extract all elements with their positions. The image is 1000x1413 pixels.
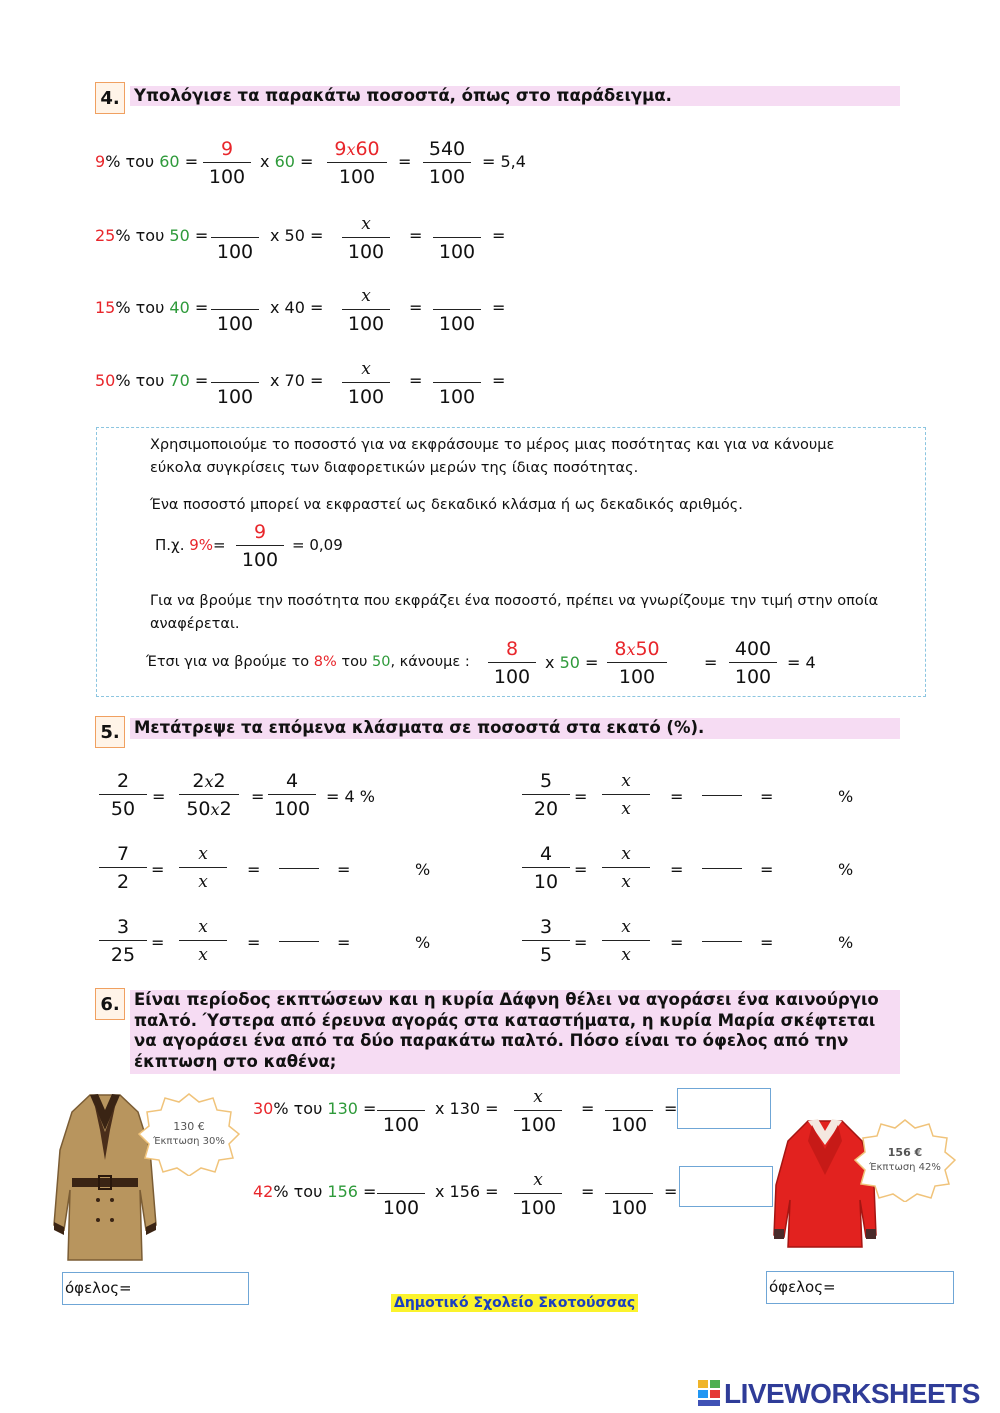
equals: = <box>760 860 774 879</box>
q4-row-fraction-2: x 100 <box>340 283 392 338</box>
q5-example-fraction: 2 50 <box>97 768 149 823</box>
info-fraction-1: 8 100 <box>486 636 538 691</box>
equals: = <box>581 1182 595 1201</box>
answer-box-1[interactable] <box>677 1088 771 1129</box>
equals: = <box>337 860 351 879</box>
percent-sign: % <box>415 860 431 879</box>
info-paragraph-4: Έτσι για να βρούμε το 8% του 50, κάνουμε : <box>146 654 470 670</box>
q5-example-result: = 4 % <box>326 787 375 806</box>
price-2: 156 € <box>887 1146 923 1159</box>
equals: = <box>664 1099 678 1118</box>
q5-blank-line <box>279 941 319 942</box>
question-4-number: 4. <box>95 82 125 114</box>
q5-fraction: 5 20 <box>520 768 572 823</box>
question-5-number: 5. <box>95 716 125 748</box>
q4-row-fraction-3: 100 <box>431 356 483 411</box>
equals: = <box>670 787 684 806</box>
starburst-icon <box>853 1118 957 1202</box>
equals: = <box>574 860 588 879</box>
q5-x-fraction: x x <box>177 841 229 896</box>
q4-row-expression: 15% του 40 = <box>95 298 209 317</box>
q5-blank-line <box>702 795 742 796</box>
example-fraction-1: 9 100 <box>201 136 253 191</box>
q6-row-fraction-1: 100 <box>375 1084 427 1139</box>
q5-fraction: 4 10 <box>520 841 572 896</box>
equals: = <box>398 152 412 171</box>
q5-x-fraction: x x <box>600 841 652 896</box>
equals: = <box>574 933 588 952</box>
info-paragraph-1: Χρησιμοποιούμε το ποσοστό για να εκφράσουμε το μέρος μιας ποσότητας και για να κάνουμε εύκολα συγκρίσεις των διαφορετικών μερών της ίδιας ποσότητας. <box>150 437 835 476</box>
q6-row-fraction-2: x 100 <box>512 1167 564 1222</box>
info-example: Π.χ. 9%= <box>155 536 226 554</box>
equals: = <box>247 860 261 879</box>
example-times: x 60 = <box>260 152 314 171</box>
equals: = <box>492 298 506 317</box>
starburst-icon <box>137 1092 241 1176</box>
q5-blank-line <box>279 868 319 869</box>
q5-fraction: 3 5 <box>520 914 572 969</box>
info-example-result: = 0,09 <box>292 536 343 554</box>
q6-row-fraction-2: x 100 <box>512 1084 564 1139</box>
q6-row-fraction-3: 100 <box>603 1084 655 1139</box>
equals: = <box>760 933 774 952</box>
q4-row-expression: 50% του 70 = <box>95 371 209 390</box>
q5-x-fraction: x x <box>177 914 229 969</box>
percent-sign: % <box>838 933 854 952</box>
example-base: 60 <box>159 152 180 171</box>
equals: = <box>179 152 199 171</box>
q4-row-times: x 40 = <box>270 298 324 317</box>
discount-1: Έκπτωση 30% <box>153 1136 225 1147</box>
q5-fraction: 7 2 <box>97 841 149 896</box>
equals: = <box>492 371 506 390</box>
question-5-title: Μετάτρεψε τα επόμενα κλάσματα σε ποσοστά στα εκατό (%). <box>130 718 900 739</box>
q5-x-fraction: x x <box>600 914 652 969</box>
q6-row-fraction-3: 100 <box>603 1167 655 1222</box>
equals: = <box>581 1099 595 1118</box>
equals: = <box>151 860 165 879</box>
info-fraction-2: 8x50 100 <box>605 636 669 691</box>
q4-row-fraction-1: 100 <box>209 211 261 266</box>
q4-row-fraction-2: x 100 <box>340 211 392 266</box>
equals: = <box>409 226 423 245</box>
percent-sign: % <box>415 933 431 952</box>
info-times: x 50 = <box>545 653 599 672</box>
equals: = <box>492 226 506 245</box>
benefit-field-1[interactable] <box>62 1272 249 1305</box>
q4-row-times: x 70 = <box>270 371 324 390</box>
q4-row-fraction-1: 100 <box>209 283 261 338</box>
q4-row-fraction-2: x 100 <box>340 356 392 411</box>
q5-blank-line <box>702 941 742 942</box>
example-fraction-3: 540 100 <box>421 136 473 191</box>
equals: = <box>704 653 718 672</box>
equals: = <box>670 933 684 952</box>
percent-sign: % <box>838 860 854 879</box>
pct-sign: % <box>105 152 121 171</box>
question-4-title: Υπολόγισε τα παρακάτω ποσοστά, όπως στο παράδειγμα. <box>130 86 900 106</box>
benefit-field-2[interactable] <box>766 1271 954 1304</box>
percent-sign: % <box>838 787 854 806</box>
q6-row-expression: 30% του 130 = <box>253 1099 377 1118</box>
info-fraction-3: 400 100 <box>727 636 779 691</box>
q4-row-fraction-3: 100 <box>431 283 483 338</box>
discount-2: Έκπτωση 42% <box>869 1162 941 1173</box>
example-pct: 9 <box>95 152 106 171</box>
q6-row-times: x 130 = <box>435 1099 499 1118</box>
info-paragraph-3: Για να βρούμε την ποσότητα που εκφράζει ένα ποσοστό, πρέπει να γνωρίζουμε την τιμή στην οποία αναφέρεται. <box>150 593 879 632</box>
q4-row-fraction-1: 100 <box>209 356 261 411</box>
equals: = <box>151 933 165 952</box>
question-6-number: 6. <box>95 988 125 1020</box>
q5-example-fraction-3: 4 100 <box>266 768 318 823</box>
equals: = <box>337 933 351 952</box>
question-6-text: Είναι περίοδος εκπτώσεων και η κυρία Δάφνη θέλει να αγοράσει ένα καινούργιο παλτό. Ύστερα από έρευνα αγοράς στα καταστήματα, η κυρία Μαρία σκέφτεται να αγοράσει ένα από τα δύο παρακάτω παλτό. Πόσο είναι το όφελος από την έκπτωση στο καθένα; <box>130 990 900 1074</box>
q4-row-times: x 50 = <box>270 226 324 245</box>
example-fraction-2: 9x60 100 <box>325 136 389 191</box>
q6-row-expression: 42% του 156 = <box>253 1182 377 1201</box>
q5-x-fraction: x x <box>600 768 652 823</box>
q4-row-fraction-3: 100 <box>431 211 483 266</box>
equals: = <box>247 933 261 952</box>
info-result: = 4 <box>787 653 816 672</box>
equals: = <box>664 1182 678 1201</box>
info-example-fraction: 9 100 <box>234 519 286 574</box>
benefit-label: όφελος= <box>65 1279 132 1297</box>
q6-row-fraction-1: 100 <box>375 1167 427 1222</box>
q5-fraction: 3 25 <box>97 914 149 969</box>
q4-row-expression: 25% του 50 = <box>95 226 209 245</box>
benefit-label: όφελος= <box>769 1278 836 1296</box>
answer-box-2[interactable] <box>679 1166 773 1207</box>
equals: = <box>409 371 423 390</box>
equals: = <box>251 787 265 806</box>
equals: = <box>574 787 588 806</box>
q5-example-fraction-2: 2x2 50x2 <box>177 768 241 823</box>
price-tag-1 <box>137 1092 241 1176</box>
example-expression <box>95 152 198 172</box>
equals: = <box>670 860 684 879</box>
equals: = <box>152 787 166 806</box>
logo-icon <box>698 1378 722 1408</box>
price-tag-2 <box>853 1118 957 1202</box>
q6-row-times: x 156 = <box>435 1182 499 1201</box>
info-paragraph-2: Ένα ποσοστό μπορεί να εκφραστεί ως δεκαδικό κλάσμα ή ως δεκαδικός αριθμός. <box>150 497 743 513</box>
example-result: = 5,4 <box>482 152 526 171</box>
equals: = <box>760 787 774 806</box>
school-footer: Δημοτικό Σχολείο Σκοτούσσας <box>391 1294 638 1312</box>
price-1: 130 € <box>173 1120 205 1133</box>
equals: = <box>409 298 423 317</box>
brand-text: LIVEWORKSHEETS <box>724 1378 980 1409</box>
q5-blank-line <box>702 868 742 869</box>
of-word: του <box>120 152 160 171</box>
